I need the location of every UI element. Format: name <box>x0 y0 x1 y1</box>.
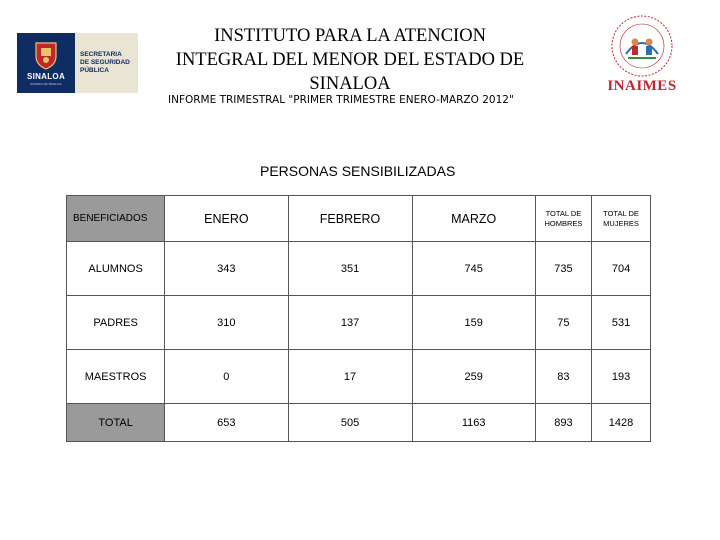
total-cell: 505 <box>288 404 412 442</box>
table-cell: 259 <box>412 350 535 404</box>
table-cell: 137 <box>288 296 412 350</box>
table-total-row <box>67 404 651 442</box>
title-line: SINALOA <box>309 74 391 94</box>
secretaria-line: PÚBLICA <box>80 67 109 74</box>
inaimes-seal-icon <box>604 14 680 78</box>
header-cell: TOTAL DE MUJERES <box>592 196 651 242</box>
inaimes-brand: INAIMES <box>607 78 677 94</box>
total-cell: 1428 <box>592 404 651 442</box>
table-row <box>67 296 651 350</box>
table-cell: 704 <box>592 242 651 296</box>
report-subtitle: INFORME TRIMESTRAL "PRIMER TRIMESTRE ENERO-MARZO 2012" <box>168 94 514 106</box>
total-cell: 653 <box>165 404 288 442</box>
table-cell: 351 <box>288 242 412 296</box>
title-line: INTEGRAL DEL MENOR DEL ESTADO DE <box>175 50 525 70</box>
total-cell: 893 <box>535 404 591 442</box>
section-title: PERSONAS SENSIBILIZADAS <box>260 163 456 179</box>
row-label: ALUMNOS <box>67 242 165 296</box>
row-label: MAESTROS <box>67 350 165 404</box>
sinaloa-motto: ESTADO DE SINALOA <box>30 82 62 86</box>
table-row <box>67 242 651 296</box>
inaimes-logo <box>596 14 688 96</box>
table-cell: 159 <box>412 296 535 350</box>
table-cell: 343 <box>165 242 288 296</box>
table-cell: 735 <box>535 242 591 296</box>
header-cell: TOTAL DE HOMBRES <box>535 196 591 242</box>
table-cell: 83 <box>535 350 591 404</box>
table-header-row <box>67 196 651 242</box>
total-cell: 1163 <box>412 404 535 442</box>
table-cell: 193 <box>592 350 651 404</box>
header-cell: ENERO <box>165 196 288 242</box>
persons-table <box>66 195 651 442</box>
table-cell: 75 <box>535 296 591 350</box>
coat-of-arms-icon <box>33 40 59 70</box>
secretaria-line: DE SEGURIDAD <box>80 59 130 66</box>
header-cell: BENEFICIADOS <box>67 196 165 242</box>
table-cell: 531 <box>592 296 651 350</box>
table-cell: 0 <box>165 350 288 404</box>
row-label: PADRES <box>67 296 165 350</box>
header-cell: MARZO <box>412 196 535 242</box>
title-line: INSTITUTO PARA LA ATENCION <box>214 26 486 46</box>
sinaloa-label: SINALOA <box>26 72 66 81</box>
sinaloa-emblem <box>17 33 75 93</box>
document-title <box>160 24 540 96</box>
table-cell: 310 <box>165 296 288 350</box>
table-cell: 745 <box>412 242 535 296</box>
secretaria-logo <box>17 33 138 93</box>
header-cell: FEBRERO <box>288 196 412 242</box>
total-label: TOTAL <box>67 404 165 442</box>
table-cell: 17 <box>288 350 412 404</box>
secretaria-line: SECRETARIA <box>80 51 122 58</box>
secretaria-text <box>80 51 135 75</box>
table-row <box>67 350 651 404</box>
